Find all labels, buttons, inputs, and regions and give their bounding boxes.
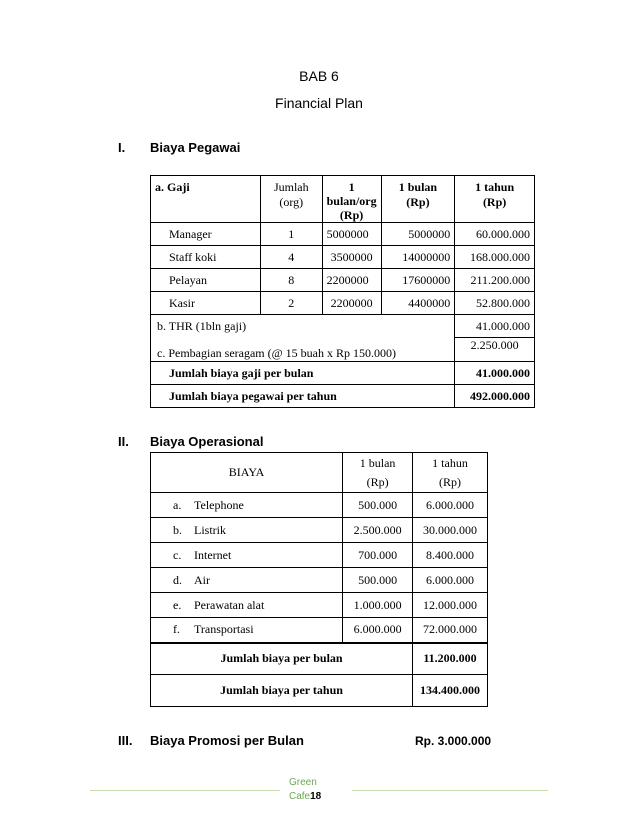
header-op-tahun-l1: 1 tahun bbox=[432, 455, 468, 470]
row-bulan: 4400000 bbox=[381, 292, 455, 315]
table-row bbox=[151, 269, 535, 292]
op-row-bulan: 500.000 bbox=[343, 568, 413, 593]
header-tahun bbox=[455, 176, 535, 223]
header-per-org-l1: 1 bbox=[348, 180, 355, 194]
table-row bbox=[151, 493, 488, 518]
section-3-number: III. bbox=[118, 733, 133, 748]
salary-table bbox=[150, 175, 535, 408]
op-row-bulan: 500.000 bbox=[343, 493, 413, 518]
row-name: Manager bbox=[151, 223, 261, 246]
thr-label: b. THR (1bln gaji) bbox=[151, 315, 455, 338]
header-jumlah-l1: Jumlah bbox=[273, 180, 309, 194]
op-total-month-label: Jumlah biaya per bulan bbox=[151, 643, 413, 675]
row-jumlah: 4 bbox=[261, 246, 323, 269]
row-per-org: 3500000 bbox=[322, 246, 381, 269]
op-row-letter: a. bbox=[173, 497, 182, 512]
op-row-name bbox=[151, 568, 343, 593]
table-row bbox=[151, 518, 488, 543]
table-row bbox=[151, 292, 535, 315]
total-year-row bbox=[151, 385, 535, 408]
header-tahun-l1: 1 tahun bbox=[475, 180, 515, 194]
op-row-bulan: 2.500.000 bbox=[343, 518, 413, 543]
table-row bbox=[151, 223, 535, 246]
op-row-tahun: 72.000.000 bbox=[413, 618, 488, 643]
total-month-row bbox=[151, 362, 535, 385]
section-1-number: I. bbox=[118, 140, 126, 155]
header-jumlah-l2: (org) bbox=[279, 195, 304, 209]
total-month-value: 41.000.000 bbox=[455, 362, 535, 385]
header-per-org-l2: bulan/org bbox=[326, 194, 377, 208]
op-row-bulan: 1.000.000 bbox=[343, 593, 413, 618]
op-row-name bbox=[151, 618, 343, 643]
total-month-label: Jumlah biaya gaji per bulan bbox=[151, 362, 455, 385]
row-jumlah: 8 bbox=[261, 269, 323, 292]
row-name: Kasir bbox=[151, 292, 261, 315]
row-tahun: 60.000.000 bbox=[455, 223, 535, 246]
page-title: Financial Plan bbox=[275, 95, 363, 111]
table-row bbox=[151, 618, 488, 643]
page-number: 18 bbox=[310, 791, 322, 802]
op-row-name bbox=[151, 593, 343, 618]
table-row bbox=[151, 593, 488, 618]
op-row-letter: f. bbox=[173, 622, 180, 637]
row-name: Pelayan bbox=[151, 269, 261, 292]
op-total-year-value: 134.400.000 bbox=[413, 675, 488, 707]
row-bulan: 17600000 bbox=[381, 269, 455, 292]
row-tahun: 52.800.000 bbox=[455, 292, 535, 315]
header-biaya: BIAYA bbox=[151, 453, 343, 493]
header-op-bulan bbox=[343, 453, 413, 493]
seragam-row bbox=[151, 338, 535, 362]
op-row-name bbox=[151, 543, 343, 568]
table-row bbox=[151, 568, 488, 593]
op-row-bulan: 6.000.000 bbox=[343, 618, 413, 643]
header-op-tahun-l2: (Rp) bbox=[439, 474, 462, 489]
op-row-bulan: 700.000 bbox=[343, 543, 413, 568]
row-bulan: 14000000 bbox=[381, 246, 455, 269]
table-row bbox=[151, 246, 535, 269]
thr-value: 41.000.000 bbox=[455, 315, 535, 338]
op-row-tahun: 12.000.000 bbox=[413, 593, 488, 618]
section-2-number: II. bbox=[118, 434, 129, 449]
op-row-tahun: 6.000.000 bbox=[413, 493, 488, 518]
op-total-month-row bbox=[151, 643, 488, 675]
section-1-title: Biaya Pegawai bbox=[150, 140, 241, 155]
row-per-org: 2200000 bbox=[322, 269, 381, 292]
promo-value: Rp. 3.000.000 bbox=[415, 734, 492, 748]
op-total-year-row bbox=[151, 675, 488, 707]
operational-table-header bbox=[151, 453, 488, 493]
footer-brand-page bbox=[289, 791, 321, 802]
row-tahun: 168.000.000 bbox=[455, 246, 535, 269]
header-bulan-l1: 1 bulan bbox=[398, 180, 438, 194]
header-bulan-l2: (Rp) bbox=[406, 195, 430, 209]
total-year-value: 492.000.000 bbox=[455, 385, 535, 408]
header-tahun-l2: (Rp) bbox=[482, 195, 507, 209]
row-per-org: 2200000 bbox=[322, 292, 381, 315]
op-total-year-label: Jumlah biaya per tahun bbox=[151, 675, 413, 707]
row-tahun: 211.200.000 bbox=[455, 269, 535, 292]
table-row bbox=[151, 543, 488, 568]
salary-table-header bbox=[151, 176, 535, 223]
row-bulan: 5000000 bbox=[381, 223, 455, 246]
header-per-org bbox=[322, 176, 381, 223]
op-row-tahun: 30.000.000 bbox=[413, 518, 488, 543]
op-row-tahun: 6.000.000 bbox=[413, 568, 488, 593]
header-gaji: a. Gaji bbox=[151, 176, 261, 223]
op-row-letter: b. bbox=[173, 522, 182, 537]
row-jumlah: 2 bbox=[261, 292, 323, 315]
header-op-tahun bbox=[413, 453, 488, 493]
operational-table bbox=[150, 452, 488, 707]
chapter-heading: BAB 6 bbox=[299, 68, 339, 84]
footer-brand: Green bbox=[289, 777, 317, 788]
op-row-tahun: 8.400.000 bbox=[413, 543, 488, 568]
footer-line-left bbox=[90, 790, 280, 791]
footer-brand2: Cafe bbox=[289, 791, 311, 802]
op-total-month-value: 11.200.000 bbox=[413, 643, 488, 675]
header-bulan bbox=[381, 176, 455, 223]
op-row-label: Transportasi bbox=[194, 622, 254, 637]
section-2-title: Biaya Operasional bbox=[150, 434, 264, 449]
op-row-letter: e. bbox=[173, 597, 182, 612]
op-row-label: Listrik bbox=[194, 522, 226, 537]
row-per-org: 5000000 bbox=[322, 223, 381, 246]
op-row-name bbox=[151, 518, 343, 543]
header-op-bulan-l2: (Rp) bbox=[366, 474, 389, 489]
seragam-value: 2.250.000 bbox=[455, 338, 535, 362]
op-row-name bbox=[151, 493, 343, 518]
op-row-label: Telephone bbox=[194, 497, 244, 512]
op-row-letter: d. bbox=[173, 572, 182, 587]
op-row-label: Internet bbox=[194, 547, 232, 562]
header-per-org-l3: (Rp) bbox=[339, 208, 364, 222]
op-row-label: Perawatan alat bbox=[194, 597, 265, 612]
footer-line-right bbox=[352, 790, 548, 791]
row-jumlah: 1 bbox=[261, 223, 323, 246]
seragam-label: c. Pembagian seragam (@ 15 buah x Rp 150.000) bbox=[151, 338, 455, 362]
header-op-bulan-l1: 1 bulan bbox=[359, 455, 396, 470]
section-3-title: Biaya Promosi per Bulan bbox=[150, 733, 304, 748]
total-year-label: Jumlah biaya pegawai per tahun bbox=[151, 385, 455, 408]
op-row-label: Air bbox=[194, 572, 210, 587]
row-name: Staff koki bbox=[151, 246, 261, 269]
op-row-letter: c. bbox=[173, 547, 182, 562]
header-jumlah bbox=[261, 176, 323, 223]
thr-row bbox=[151, 315, 535, 338]
